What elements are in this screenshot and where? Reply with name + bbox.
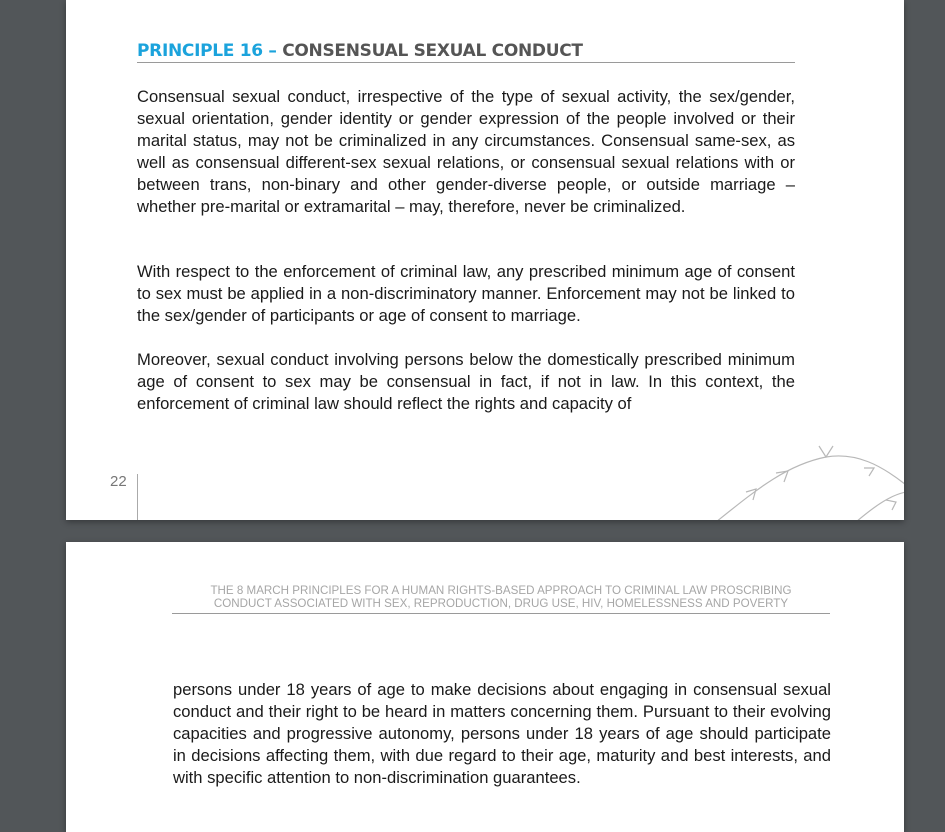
section-heading [137,40,795,63]
document-page-22 [66,0,904,520]
running-header-line: CONDUCT ASSOCIATED WITH SEX, REPRODUCTION, DRUG USE, HIV, HOMELESSNESS AND POVERTY [213,597,789,610]
body-paragraph: persons under 18 years of age to make decisions about engaging in consensual sexual conduct and their right to be heard in matters concerning them. Pursuant to their evolving capacities and progressive autonomy, persons under 18 years of age should participate in decisions affecting them, with due regard to their age, maturity and best interests, and with specific attention to non-discrimination guarantees. [173,680,831,787]
document-page-23 [66,542,904,832]
decorative-thorn-arc-icon [706,430,904,520]
page-number-divider [137,474,138,520]
running-header [172,584,830,614]
heading-principle-number: PRINCIPLE 16 – [137,41,277,61]
body-paragraph: With respect to the enforcement of criminal law, any prescribed minimum age of consent to sex must be applied in a non-discriminatory manner. Enforcement may not be linked to the sex/gender of participants or age of consent to marriage. [137,262,795,325]
body-paragraph: Consensual sexual conduct, irrespective of the type of sexual activity, the sex/gender, sexual orientation, gender identity or gender expression of the people involved or their marital status, may not be criminalized in any circumstances. Consensual same-sex, as well as consensual different-sex sexual relations, or consensual sexual relations with or between trans, non-binary and other gender-diverse people, or outside marriage – whether pre-marital or extramarital – may, therefore, never be criminalized. [137,87,795,216]
body-paragraph: Moreover, sexual conduct involving persons below the domestically prescribed minimum age of consent to sex may be consensual in fact, if not in law. In this context, the enforcement of criminal law should reflect the rights and capacity of [137,350,795,413]
heading-title: CONSENSUAL SEXUAL CONDUCT [276,41,583,61]
page-number: 22 [110,473,127,490]
running-header-line: THE 8 MARCH PRINCIPLES FOR A HUMAN RIGHTS-BASED APPROACH TO CRIMINAL LAW PROSCRIBING [210,584,792,597]
